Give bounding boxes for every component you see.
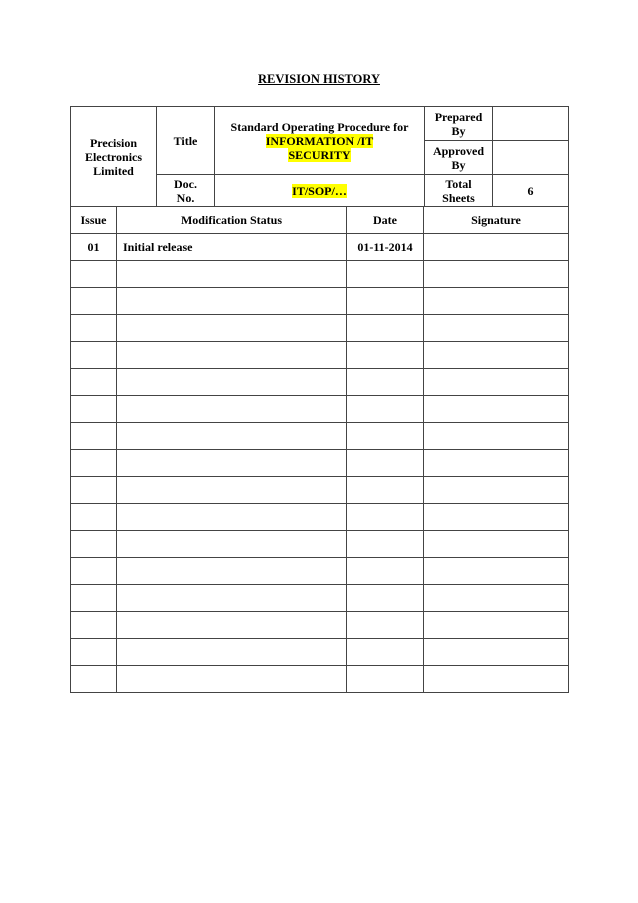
- total-sheets-value: 6: [493, 175, 569, 207]
- date-cell: [347, 288, 424, 315]
- revision-table-header-row: [71, 207, 569, 234]
- approved-by-label-line: By: [451, 157, 466, 172]
- modification-status-cell: [117, 504, 347, 531]
- issue-cell: 01: [71, 234, 117, 261]
- modification-status-cell: [117, 639, 347, 666]
- doc-no-label-line: Doc.: [174, 176, 197, 191]
- issue-cell: [71, 612, 117, 639]
- date-cell: [347, 369, 424, 396]
- signature-cell: [424, 504, 569, 531]
- issue-cell: [71, 639, 117, 666]
- date-cell: [347, 531, 424, 558]
- company-name-cell: [71, 107, 157, 207]
- date-cell: [347, 261, 424, 288]
- date-cell: [347, 315, 424, 342]
- modification-status-cell: [117, 423, 347, 450]
- title-value-line: Standard Operating Procedure for: [230, 119, 409, 134]
- table-row: [71, 234, 569, 261]
- signature-cell: [424, 288, 569, 315]
- table-row: [71, 369, 569, 396]
- doc-no-value: IT/SOP/…: [292, 183, 347, 198]
- signature-cell: [424, 477, 569, 504]
- company-name-line: Limited: [93, 163, 134, 178]
- issue-cell: [71, 261, 117, 288]
- table-row: [71, 666, 569, 693]
- company-name-line: Precision: [89, 135, 138, 150]
- date-cell: [347, 477, 424, 504]
- signature-cell: [424, 585, 569, 612]
- date-cell: [347, 504, 424, 531]
- modification-status-cell: [117, 477, 347, 504]
- issue-cell: [71, 585, 117, 612]
- signature-cell: [424, 423, 569, 450]
- doc-no-label-line: No.: [176, 190, 195, 205]
- table-row: [71, 288, 569, 315]
- signature-cell: [424, 261, 569, 288]
- total-sheets-label-line: Total: [445, 176, 472, 191]
- doc-no-value-cell: [215, 175, 425, 207]
- column-header-modification-status: Modification Status: [117, 207, 347, 234]
- doc-no-label: [157, 175, 215, 207]
- signature-cell: [424, 612, 569, 639]
- issue-cell: [71, 315, 117, 342]
- column-header-issue: Issue: [71, 207, 117, 234]
- signature-cell: [424, 369, 569, 396]
- table-row: [71, 531, 569, 558]
- date-cell: 01-11-2014: [347, 234, 424, 261]
- table-row: [71, 558, 569, 585]
- date-cell: [347, 558, 424, 585]
- column-header-date: Date: [347, 207, 424, 234]
- modification-status-cell: [117, 531, 347, 558]
- issue-cell: [71, 666, 117, 693]
- table-row: [71, 585, 569, 612]
- date-cell: [347, 423, 424, 450]
- approved-by-label-line: Approved: [432, 143, 485, 158]
- modification-status-cell: [117, 585, 347, 612]
- prepared-by-label: [425, 107, 493, 141]
- modification-status-cell: [117, 450, 347, 477]
- total-sheets-label-line: Sheets: [442, 190, 475, 205]
- table-row: [71, 423, 569, 450]
- modification-status-cell: [117, 261, 347, 288]
- prepared-by-value: [493, 107, 569, 141]
- issue-cell: [71, 531, 117, 558]
- issue-cell: [71, 288, 117, 315]
- modification-status-cell: [117, 558, 347, 585]
- signature-cell: [424, 639, 569, 666]
- column-header-signature: Signature: [424, 207, 569, 234]
- date-cell: [347, 639, 424, 666]
- total-sheets-label: [425, 175, 493, 207]
- revision-history-table: [70, 206, 569, 693]
- modification-status-cell: [117, 666, 347, 693]
- issue-cell: [71, 342, 117, 369]
- modification-status-cell: Initial release: [117, 234, 347, 261]
- table-row: [71, 450, 569, 477]
- table-row: [71, 477, 569, 504]
- date-cell: [347, 396, 424, 423]
- modification-status-cell: [117, 369, 347, 396]
- document-header-table: [70, 106, 569, 207]
- table-row: [71, 261, 569, 288]
- prepared-by-label-line: Prepared: [434, 109, 483, 124]
- date-cell: [347, 666, 424, 693]
- date-cell: [347, 612, 424, 639]
- signature-cell: [424, 666, 569, 693]
- modification-status-cell: [117, 288, 347, 315]
- signature-cell: [424, 396, 569, 423]
- signature-cell: [424, 531, 569, 558]
- table-row: [71, 504, 569, 531]
- table-row: [71, 639, 569, 666]
- issue-cell: [71, 369, 117, 396]
- table-row: [71, 612, 569, 639]
- approved-by-label: [425, 141, 493, 175]
- signature-cell: [424, 234, 569, 261]
- signature-cell: [424, 558, 569, 585]
- table-row: [71, 396, 569, 423]
- date-cell: [347, 450, 424, 477]
- title-value-cell: [215, 107, 425, 175]
- issue-cell: [71, 558, 117, 585]
- date-cell: [347, 342, 424, 369]
- signature-cell: [424, 342, 569, 369]
- signature-cell: [424, 315, 569, 342]
- date-cell: [347, 585, 424, 612]
- prepared-by-label-line: By: [451, 123, 466, 138]
- title-label-cell: Title: [157, 107, 215, 175]
- signature-cell: [424, 450, 569, 477]
- modification-status-cell: [117, 342, 347, 369]
- issue-cell: [71, 504, 117, 531]
- approved-by-value: [493, 141, 569, 175]
- table-row: [71, 315, 569, 342]
- modification-status-cell: [117, 612, 347, 639]
- modification-status-cell: [117, 396, 347, 423]
- company-name-line: Electronics: [84, 149, 143, 164]
- title-value-highlight: INFORMATION /IT: [265, 133, 374, 148]
- issue-cell: [71, 423, 117, 450]
- document-title: REVISION HISTORY: [258, 72, 380, 86]
- issue-cell: [71, 450, 117, 477]
- issue-cell: [71, 396, 117, 423]
- modification-status-cell: [117, 315, 347, 342]
- table-row: [71, 342, 569, 369]
- title-value-highlight: SECURITY: [288, 147, 351, 162]
- issue-cell: [71, 477, 117, 504]
